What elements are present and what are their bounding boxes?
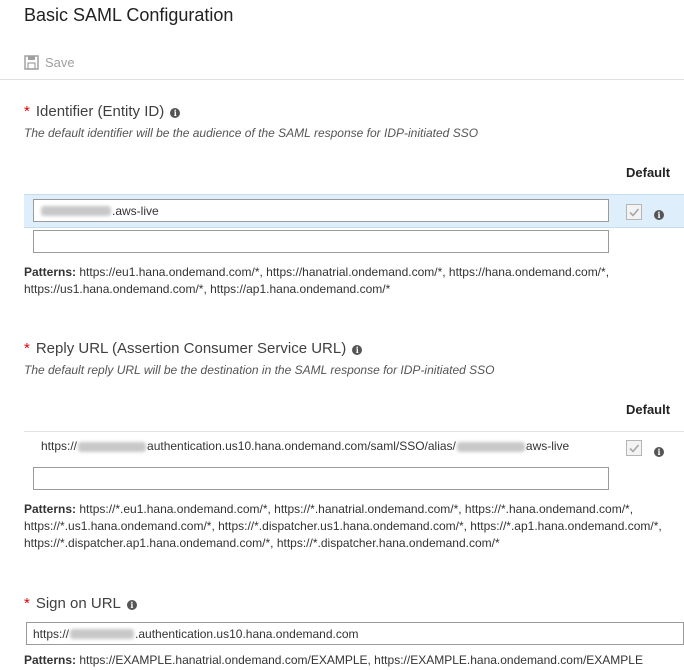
redacted-text [457, 442, 525, 452]
identifier-patterns [24, 264, 684, 298]
default-column-header: Default [626, 165, 671, 180]
identifier-label-text: Identifier (Entity ID) [35, 103, 165, 120]
identifier-input-value: .aws-live [112, 203, 159, 218]
reply-url-label [24, 340, 362, 357]
identifier-empty-input[interactable] [33, 230, 609, 253]
reply-url-prefix: https:// [41, 439, 78, 453]
identifier-description: The default identifier will be the audience of the SAML response for IDP-initiated SSO [24, 126, 479, 140]
required-marker: * [24, 103, 30, 120]
checkmark-icon [628, 206, 640, 218]
required-marker: * [24, 340, 30, 357]
reply-url-entry[interactable] [41, 439, 569, 453]
reply-url-empty-input[interactable] [33, 467, 609, 490]
patterns-label: Patterns: [24, 502, 77, 516]
redacted-text [70, 629, 134, 639]
patterns-line: https://us1.hana.ondemand.com/*, https://ap1.hana.ondemand.com/* [24, 282, 391, 296]
reply-url-patterns [24, 501, 684, 552]
redacted-text [41, 206, 111, 216]
redacted-text [78, 442, 146, 452]
info-icon[interactable]: i [127, 600, 137, 610]
sign-on-url-input[interactable] [26, 622, 684, 645]
save-button[interactable] [24, 52, 75, 72]
row-divider [24, 431, 684, 432]
info-icon[interactable]: i [170, 108, 180, 118]
identifier-label [24, 103, 180, 120]
patterns-label: Patterns: [24, 265, 77, 279]
reply-url-description: The default reply URL will be the destination in the SAML response for IDP-initiated SSO [24, 363, 495, 377]
info-icon[interactable]: i [654, 210, 664, 220]
patterns-line: https://*.eu1.hana.ondemand.com/*, https://*.hanatrial.ondemand.com/*, https://*.hana.ondemand.com/*, [79, 502, 634, 516]
checkmark-icon [628, 442, 640, 454]
sign-on-url-label-text: Sign on URL [35, 595, 121, 612]
info-icon[interactable]: i [352, 345, 362, 355]
reply-url-label-text: Reply URL (Assertion Consumer Service URL) [35, 340, 347, 357]
sign-on-url-prefix: https:// [33, 626, 70, 641]
patterns-line: https://*.dispatcher.ap1.hana.ondemand.com/*, https://*.dispatcher.hana.ondemand.com/* [24, 536, 500, 550]
divider [0, 79, 684, 80]
patterns-line: https://*.us1.hana.ondemand.com/*, https://*.dispatcher.us1.hana.ondemand.com/*, https://*.ap1.hana.ondemand.com/*, [24, 519, 662, 533]
sign-on-url-label [24, 595, 137, 612]
patterns-line: https://EXAMPLE.hanatrial.ondemand.com/EXAMPLE, https://EXAMPLE.hana.ondemand.com/EXAMPLE [79, 653, 643, 667]
patterns-line: https://eu1.hana.ondemand.com/*, https://hanatrial.ondemand.com/*, https://hana.ondemand.com/*, [79, 265, 610, 279]
required-marker: * [24, 595, 30, 612]
sign-on-url-patterns [24, 652, 684, 669]
reply-url-default-checkbox[interactable] [626, 440, 642, 456]
save-label: Save [45, 54, 75, 70]
info-icon[interactable]: i [654, 447, 664, 457]
page-title: Basic SAML Configuration [24, 5, 234, 25]
patterns-label: Patterns: [24, 653, 77, 667]
identifier-input[interactable] [33, 199, 609, 222]
reply-url-suffix: aws-live [525, 439, 570, 453]
reply-url-middle: authentication.us10.hana.ondemand.com/saml/SSO/alias/ [147, 439, 456, 453]
save-icon [24, 55, 39, 70]
sign-on-url-suffix: .authentication.us10.hana.ondemand.com [135, 626, 359, 641]
identifier-default-checkbox[interactable] [626, 204, 642, 220]
default-column-header: Default [626, 402, 671, 417]
